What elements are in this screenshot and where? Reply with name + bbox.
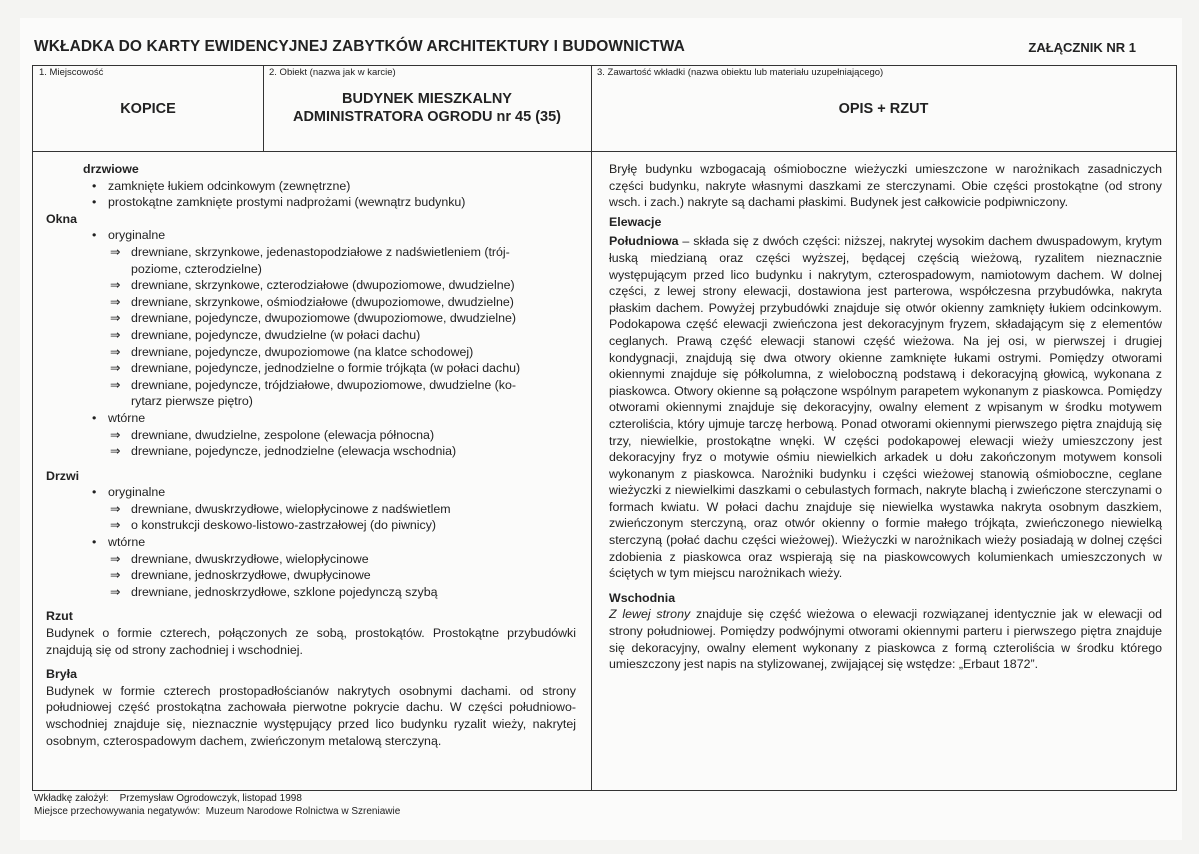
- list-item-text: drewniane, skrzynkowe, ośmiodziałowe (dwupoziomowe, dwudzielne): [131, 294, 514, 309]
- form-frame: [32, 65, 1177, 791]
- list-item-text: drewniane, pojedyncze, dwupoziomowe (na klatce schodowej): [131, 344, 474, 359]
- list-item: [46, 244, 576, 261]
- left-column: [46, 161, 576, 749]
- double-arrow-icon: ⇒: [110, 551, 121, 566]
- list-item-text: o konstrukcji deskowo-listowo-zastrzałowej (do piwnicy): [131, 518, 437, 533]
- italic-text: Z lewej strony: [609, 607, 691, 622]
- list-item: [46, 443, 576, 460]
- footer-storage: Miejsce przechowywania negatywów: Muzeum Narodowe Rolnictwa w Szreniawie: [34, 806, 401, 817]
- double-arrow-icon: ⇒: [110, 294, 121, 309]
- list-item: [46, 517, 576, 534]
- double-arrow-icon: ⇒: [110, 327, 121, 342]
- list-item: [46, 310, 576, 327]
- list-item: [46, 410, 576, 427]
- bullet-icon: •: [92, 178, 97, 193]
- bullet-icon: •: [92, 410, 97, 425]
- field-contents: [591, 66, 1176, 151]
- heading-rzut: Rzut: [46, 609, 73, 624]
- list-item-continuation: poziome, czterodzielne): [131, 261, 262, 276]
- list-item: [46, 427, 576, 444]
- list-item: [46, 294, 576, 311]
- bullet-icon: •: [92, 228, 97, 243]
- subheading-drzwiowe: drzwiowe: [83, 162, 139, 176]
- field-value: KOPICE: [120, 101, 176, 117]
- double-arrow-icon: ⇒: [110, 584, 121, 599]
- field-value: [263, 90, 591, 126]
- heading-bryla: Bryła: [46, 667, 77, 682]
- list-item-text: drewniane, jednoskrzydłowe, dwupłycinowe: [131, 568, 371, 583]
- bullet-icon: •: [92, 195, 97, 210]
- double-arrow-icon: ⇒: [110, 344, 121, 359]
- list-item-text: oryginalne: [108, 228, 166, 243]
- double-arrow-icon: ⇒: [110, 444, 121, 459]
- field-label: 1. Miejscowość: [39, 67, 104, 78]
- list-item: [46, 327, 576, 344]
- list-item: [46, 377, 576, 394]
- list-item: [46, 484, 576, 501]
- double-arrow-icon: ⇒: [110, 244, 121, 259]
- double-arrow-icon: ⇒: [110, 568, 121, 583]
- list-item-text: prostokątne zamknięte prostymi nadprożami (wewnątrz budynku): [108, 195, 466, 210]
- list-item-text: drewniane, dwuskrzydłowe, wielopłycinowe z nadświetlem: [131, 501, 451, 516]
- list-item-text: drewniane, pojedyncze, dwudzielne (w połaci dachu): [131, 327, 421, 342]
- list-item-text: oryginalne: [108, 485, 166, 500]
- document-title: WKŁADKA DO KARTY EWIDENCYJNEJ ZABYTKÓW ARCHITEKTURY I BUDOWNICTWA: [34, 38, 685, 55]
- divider: [33, 151, 1176, 152]
- paragraph-rzut: Budynek o formie czterech, połączonych ze sobą, prostokątów. Prostokątne przybudówki znajdują się od strony zachodniej i wschodniej.: [46, 626, 576, 657]
- bullet-icon: •: [92, 535, 97, 550]
- annex-label: ZAŁĄCZNIK NR 1: [1028, 40, 1136, 55]
- list-item-text: drewniane, dwudzielne, zespolone (elewacja północna): [131, 427, 435, 442]
- field-value-line: ADMINISTRATORA OGRODU nr 45 (35): [292, 109, 561, 125]
- label-poludniowa: Południowa: [609, 234, 679, 249]
- field-value: OPIS + RZUT: [838, 101, 929, 117]
- field-object: [263, 66, 592, 151]
- paragraph-bryla: Budynek w formie czterech prostopadłościanów nakrytych osobnymi dachami. od strony południowej część prostokątna zachowała pierwotne pokrycie dachu. W części południowo-wschodniej znajduje się, nieznacznie występujący przed lico budynku ryzalit wieży, nakrytej osobnym, czterospadowym dachem, zwieńczonym metalową sterczyną.: [46, 683, 576, 748]
- double-arrow-icon: ⇒: [110, 311, 121, 326]
- right-column: [609, 161, 1162, 673]
- paragraph-wschodnia: [609, 606, 1162, 672]
- list-item-text: wtórne: [108, 535, 146, 550]
- list-item-text: drewniane, skrzynkowe, czterodziałowe (dwupoziomowe, dwudzielne): [131, 278, 515, 293]
- list-item-continuation: rytarz pierwsze piętro): [131, 394, 253, 409]
- list-item: [46, 344, 576, 361]
- list-item: [46, 534, 576, 551]
- paragraph-text: znajduje się część wieżowa o elewacji rozwiązanej identycznie jak w elewacji od strony południowej. Pomiędzy podwójnymi otworami okiennymi parteru i pierwszego piętra znajduje się dekoracyjny, owalny element wykonany z piaskowca z formą czteroliścia w środku którego umieszczony jest napis na stylizowanej, zwijającej się wstędze: „Erbaut 1872”.: [609, 607, 1162, 672]
- document-page: [20, 18, 1182, 840]
- list-item: [46, 501, 576, 518]
- list-item-text: drewniane, pojedyncze, trójdziałowe, dwupoziomowe, dwudzielne (ko-: [131, 377, 517, 392]
- list-item-text: drewniane, dwuskrzydłowe, wielopłycinowe: [131, 551, 369, 566]
- double-arrow-icon: ⇒: [110, 278, 121, 293]
- heading-wschodnia: Wschodnia: [609, 590, 676, 605]
- list-item: [46, 277, 576, 294]
- list-item: [46, 567, 576, 584]
- paragraph-intro: Bryłę budynku wzbogacają ośmioboczne wieżyczki umieszczone w narożnikach zasadniczych części budynku, nakryte własnymi daszkami ze sterczynami. Obie części prostokątne (od strony wsch. i zach.) nakryte są dachami płaskimi. Budynek jest całkowicie podpiwniczony.: [609, 162, 1162, 210]
- list-item: [46, 227, 576, 244]
- field-label: 2. Obiekt (nazwa jak w karcie): [269, 67, 396, 78]
- list-item-text: drewniane, jednoskrzydłowe, szklone pojedynczą szybą: [131, 584, 438, 599]
- field-value-line: BUDYNEK MIESZKALNY: [342, 91, 512, 107]
- heading-okna: Okna: [46, 211, 77, 226]
- double-arrow-icon: ⇒: [110, 377, 121, 392]
- bullet-icon: •: [92, 485, 97, 500]
- field-locality: [33, 66, 264, 151]
- double-arrow-icon: ⇒: [110, 361, 121, 376]
- double-arrow-icon: ⇒: [110, 501, 121, 516]
- list-item-text: drewniane, pojedyncze, jednodzielne (elewacja wschodnia): [131, 444, 457, 459]
- double-arrow-icon: ⇒: [110, 518, 121, 533]
- paragraph-poludniowa: [609, 233, 1162, 581]
- list-item-text: drewniane, pojedyncze, jednodzielne o formie trójkąta (w połaci dachu): [131, 361, 521, 376]
- list-item-text: zamknięte łukiem odcinkowym (zewnętrzne): [108, 178, 351, 193]
- divider: [591, 151, 592, 790]
- field-label: 3. Zawartość wkładki (nazwa obiektu lub materiału uzupełniającego): [597, 67, 884, 78]
- list-item-text: drewniane, skrzynkowe, jedenastopodziałowe z nadświetleniem (trój-: [131, 244, 510, 259]
- list-item-text: drewniane, pojedyncze, dwupoziomowe (dwupoziomowe, dwudzielne): [131, 311, 517, 326]
- footer-author: Wkładkę założył: Przemysław Ogrodowczyk, listopad 1998: [34, 793, 302, 804]
- heading-elewacje: Elewacje: [609, 214, 662, 229]
- paragraph-text: – składa się z dwóch części: niższej, nakrytej wysokim dachem dwuspadowym, krytym łuską miedzianą oraz części wyższej, będącej częścią wieżową, ryzalitem nieznacznie występującym przed lico budynku i nakrytym, czterospadowym, namiotowym dachem. W dolnej części, z lewej strony elewacji, dostawiona jest parterowa, współczesna przybudówka, nakryta płaskim dachem. Powyżej przybudówki znajduje się otwór okienny zamknięty łukiem odcinkowym. Podokapowa część elewacji zwieńczona jest dekoracyjnym fryzem, składającym się z elementów ceglanych. Prawą część elewacji stanowi część wieżowa. Na jej osi, w pierwszej i drugiej kondygnacji, znajdują się dwa otwory okienne zamknięte łukami ostrymi. Pomiędzy otworami okiennymi znajduje się półkolumna, z wieloboczną podstawą i dekoracyjną głowicą, wykonana z piaskowca. Otwory okienne są połączone wspólnym parapetem wykonanym z piaskowca. Pomiędzy otworami okiennymi znajduje się dekoracyjny, owalny element z wpisanym w środku motywem czteroliścia, który ujmuje tarczę herbową. Ponad otworami okiennymi pierwszego piętra znajdują się trzy, niewielkie, prostokątne wnęki. W części podokapowej elewacji wieży umieszczony jest dekoracyjny fryz o motywie ośmiu niewielkich arkadek u dołu zakończonym motywem konsoli wykonanym z piaskowca. Narożniki budynku i części wieżowej stanowią ośmioboczne, ceglane wieżyczki z niewielkimi daszkami o cebulastych formach, nakryte blachą i zwieńczone sterczynami o formach kwiatu. W połaci dachu znajduje się niewielka wystawka nakryta osobnym daszkiem, zwieńczonym sterczyną, oraz otwór okienny o formie małego trójkąta, zwieńczonego niewielką sterczyną (połać dachu części wieżowej). Wieżyczki w narożnikach wieży posiadają w dolnej części zdobienia z piaskowca oraz wspierają się na piaskowcowych kolumienkach umieszczonych w ściętych w tym miejscu narożnikach wieży.: [609, 234, 1162, 581]
- list-item: [46, 584, 576, 601]
- list-item: [46, 194, 576, 211]
- list-item: [46, 360, 576, 377]
- list-item: [46, 551, 576, 568]
- double-arrow-icon: ⇒: [110, 427, 121, 442]
- list-item-text: wtórne: [108, 410, 146, 425]
- footer: [34, 792, 400, 818]
- heading-drzwi: Drzwi: [46, 468, 80, 483]
- list-item: [46, 178, 576, 195]
